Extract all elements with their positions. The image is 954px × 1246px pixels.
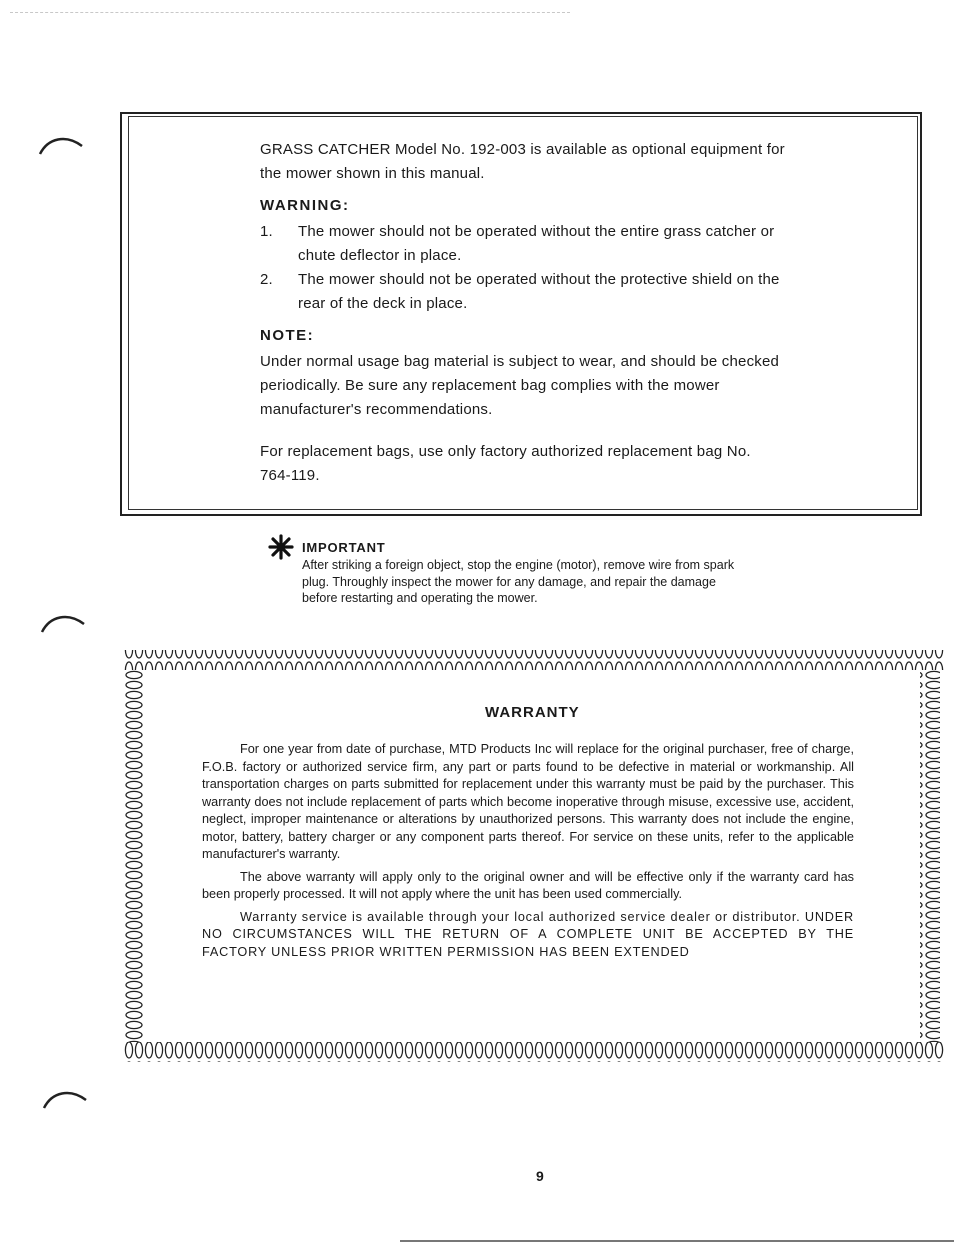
warning-item <box>260 268 785 316</box>
punch-hole-mark <box>40 610 86 636</box>
punch-hole-mark <box>42 1086 88 1112</box>
replacement-bag-text: For replacement bags, use only factory authorized replacement bag No. 764-119. <box>260 443 751 484</box>
warranty-body <box>202 741 854 966</box>
warning-item <box>260 220 785 268</box>
asterisk-star-icon <box>268 534 294 560</box>
warranty-paragraph: The above warranty will apply only to the original owner and will be effective only if the warranty card has been properly processed. It will not apply where the unit has been used commercially. <box>202 869 854 901</box>
grass-catcher-notice <box>260 138 785 488</box>
warranty-title: WARRANTY <box>485 704 580 721</box>
note-text: Under normal usage bag material is subject to wear, and should be checked periodically. Be sure any replacement bag complies with the mower manufacturer's recommendations. <box>260 353 780 418</box>
bottom-rule <box>400 1240 954 1242</box>
warning-text: The mower should not be operated without the protective shield on the rear of the deck in place. <box>298 271 780 312</box>
grass-catcher-intro: GRASS CATCHER Model No. 192-003 is available as optional equipment for the mower shown in this manual. <box>260 141 785 182</box>
warranty-paragraph: Warranty service is available through your local authorized service dealer or distributor. UNDER NO CIRCUMSTANCES WILL THE RETURN OF A COMPLETE UNIT BE ACCEPTED BY THE FACTORY UNLESS PRIOR WRITTEN PERMISSION HAS BEEN EXTENDED <box>202 909 854 959</box>
important-title: IMPORTANT <box>302 540 386 555</box>
warranty-paragraph: For one year from date of purchase, MTD Products Inc will replace for the original purchaser, free of charge, F.O.B. factory or authorized service firm, any part or parts found to be defective in material or workmanship. All transportation charges on parts submitted for replacement under this warranty must be paid by the purchaser. This warranty does not include replacement of parts which become inoperative through misuse, excessive use, accident, neglect, improper maintenance or alterations by unauthorized persons. This warranty does not include the engine, motor, battery, battery charger or any component parts thereof. For service on these units, refer to the applicable manufacturer's warranty. <box>202 742 854 861</box>
note-heading: NOTE: <box>260 327 315 344</box>
scan-artifact-line <box>10 12 570 13</box>
warning-heading: WARNING: <box>260 197 350 214</box>
warning-number: 1. <box>260 223 273 240</box>
important-text: After striking a foreign object, stop the engine (motor), remove wire from spark plug. Throughly inspect the mower for any damage, and repair the damage before restarting and operating the mower. <box>302 558 735 605</box>
punch-hole-mark <box>38 132 84 158</box>
warning-text: The mower should not be operated without the entire grass catcher or chute deflector in place. <box>298 223 775 264</box>
warning-number: 2. <box>260 271 273 288</box>
page-number: 9 <box>536 1168 544 1184</box>
